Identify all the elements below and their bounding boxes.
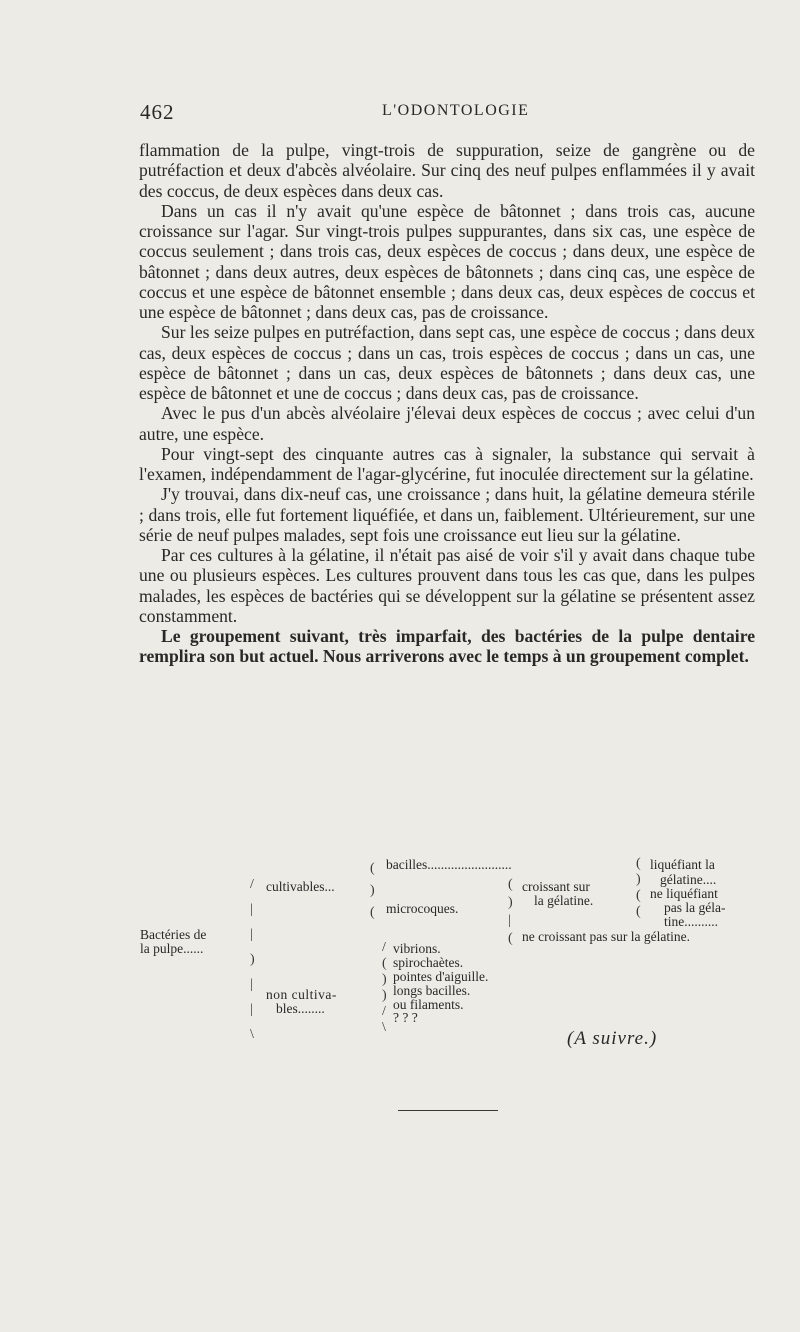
non-cult-item: spirochaètes. [393, 955, 464, 970]
paragraph: J'y trouvai, dans dix-neuf cas, une croissance ; dans huit, la gélatine demeura stérile ; dans trois, elle fut fortement liquéfiée, et dans un, faiblement. Ultérieurement, sur une série de neuf pulpes malades, sept fois une croissance eut lieu sur la gélatine. [139, 484, 755, 545]
paragraph: Le groupement suivant, très imparfait, des bactéries de la pulpe dentaire remplira son but actuel. Nous arriverons avec le temps à un groupement complet. [139, 626, 755, 667]
page-number: 462 [140, 100, 175, 124]
paragraph: Dans un cas il n'y avait qu'une espèce de bâtonnet ; dans trois cas, aucune croissance sur l'agar. Sur vingt-trois pulpes suppurantes, dans six cas, une espèce de coccus seulement ; dans trois cas, deux espèces de coccus ; dans deux, une espèce de bâtonnet ; dans deux autres, deux espèces de bâtonnets ; dans cinq cas, une espèce de coccus et une espèce de bâtonnet ensemble ; dans deux cas, deux espèces de coccus et une espèce de bâtonnet ; dans deux cas, pas de croissance. [139, 200, 755, 322]
ne-croissant-label: ne croissant pas sur la gélatine. [522, 929, 690, 944]
brace-root: / | | ) | | \ [250, 877, 255, 1042]
paragraph: Sur les seize pulpes en putréfaction, dans sept cas, une espèce de coccus ; dans deux cas, deux espèces de coccus ; dans un cas, trois espèces de coccus ; dans un cas, une espèce de bâtonnet ; dans un cas, deux espèces de bâtonnets ; dans deux cas, une espèce de bâtonnet et une de coccus ; dans deux cas, pas de croissance. [139, 322, 755, 403]
paragraph: Par ces cultures à la gélatine, il n'était pas aisé de voir s'il y avait dans chaque tube une ou plusieurs espèces. Les cultures prouvent dans tous les cas que, dans les pulpes malades, les espèces de bactéries qui se développent sur la gélatine se présentent assez constamment. [139, 545, 755, 626]
bacilles-label: bacilles......................... [386, 857, 512, 872]
brace-microcoques: ( ) | ( [508, 877, 513, 946]
liquefiant-line1: liquéfiant la [650, 857, 715, 872]
brace-non-cultivables: / ( ) ) / \ [382, 940, 387, 1035]
non-cultivables-line1: non cultiva- [266, 987, 337, 1002]
non-cult-item: ? ? ? [393, 1010, 418, 1025]
non-cult-item: vibrions. [393, 941, 441, 956]
liquefiant-line2: gélatine.... [660, 872, 717, 887]
continued-note: (A suivre.) [567, 1028, 658, 1049]
brace-cultivables: ( ) ( [370, 861, 375, 920]
croissant-line1: croissant sur [522, 879, 590, 894]
liquefiant-line4: pas la géla- [664, 900, 726, 915]
non-cultivables-line2: bles........ [276, 1001, 325, 1016]
body-text [139, 140, 755, 667]
liquefiant-line5: tine.......... [664, 914, 718, 929]
root-label-line2: la pulpe...... [140, 941, 204, 956]
non-cult-item: pointes d'aiguille. [393, 969, 489, 984]
croissant-line2: la gélatine. [534, 893, 594, 908]
paragraph: Avec le pus d'un abcès alvéolaire j'élevai deux espèces de coccus ; avec celui d'un autre, une espèce. [139, 403, 755, 444]
end-rule [398, 1110, 498, 1111]
brace-bacilles: ( ) ( ( [636, 856, 641, 919]
page-header [0, 96, 800, 126]
root-label-line1: Bactéries de [140, 927, 207, 942]
non-cult-item: longs bacilles. [393, 983, 471, 998]
cultivables-label: cultivables... [266, 879, 335, 894]
running-head: L'ODONTOLOGIE [382, 102, 530, 119]
paragraph: flammation de la pulpe, vingt-trois de suppuration, seize de gangrène ou de putréfaction et deux d'abcès alvéolaire. Sur cinq des neuf pulpes enflammées il y avait des coccus, de deux espèces dans deux cas. [139, 140, 755, 201]
microcoques-label: microcoques. [386, 901, 459, 916]
non-cult-item: ou filaments. [393, 997, 464, 1012]
liquefiant-line3: ne liquéfiant [650, 886, 718, 901]
paragraph: Pour vingt-sept des cinquante autres cas à signaler, la substance qui servait à l'examen, indépendamment de l'agar-glycérine, fut inoculée directement sur la gélatine. [139, 443, 755, 484]
